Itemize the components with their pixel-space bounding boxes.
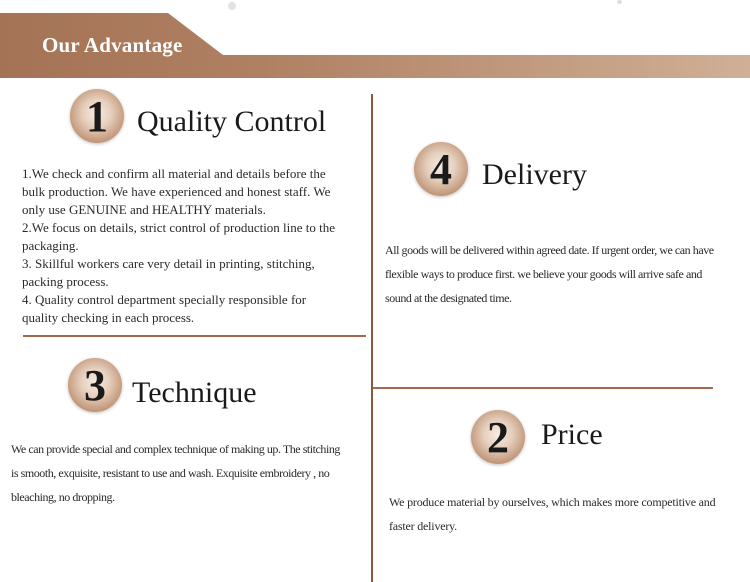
price-description	[389, 490, 715, 538]
quality-line: packing process.	[22, 274, 109, 289]
price-title: Price	[541, 418, 603, 451]
price-line: faster delivery.	[389, 519, 457, 533]
technique-number-badge: 3	[68, 358, 122, 412]
delivery-number-badge: 4	[414, 142, 468, 196]
quality-title: Quality Control	[137, 105, 327, 138]
banner-title: Our Advantage	[42, 33, 183, 57]
delivery-line: sound at the designated time.	[385, 291, 512, 305]
quality-line: packaging.	[22, 238, 79, 253]
delivery-line: flexible ways to produce first. we believe your goods will arrive safe and	[385, 267, 702, 281]
advantage-banner	[0, 13, 750, 78]
right-horizontal-divider	[373, 387, 713, 389]
technique-line: bleaching, no dropping.	[11, 490, 115, 504]
technique-title: Technique	[132, 376, 257, 409]
quality-line: quality checking in each process.	[22, 310, 195, 325]
quality-number-badge: 1	[70, 89, 124, 143]
price-number-badge: 2	[471, 410, 525, 464]
decor-speck	[228, 2, 236, 10]
technique-line: We can provide special and complex technique of making up. The stitching	[11, 442, 340, 456]
quality-line: bulk production. We have experienced and honest staff. We	[22, 184, 331, 199]
technique-line: is smooth, exquisite, resistant to use and wash. Exquisite embroidery , no	[11, 466, 330, 480]
delivery-title: Delivery	[482, 158, 587, 191]
left-horizontal-divider	[23, 335, 366, 337]
technique-description	[11, 437, 340, 509]
quality-line: 2.We focus on details, strict control of production line to the	[22, 220, 336, 235]
decor-speck	[617, 0, 622, 4]
quality-description	[22, 165, 335, 327]
quality-line: 1.We check and confirm all material and details before the	[22, 166, 326, 181]
price-line: We produce material by ourselves, which makes more competitive and	[389, 495, 716, 509]
delivery-line: All goods will be delivered within agreed date. If urgent order, we can have	[385, 243, 714, 257]
quality-line: 3. Skillful workers care very detail in printing, stitching,	[22, 256, 315, 271]
quality-line: 4. Quality control department specially responsible for	[22, 292, 307, 307]
vertical-divider	[371, 94, 373, 582]
quality-line: only use GENUINE and HEALTHY materials.	[22, 202, 266, 217]
delivery-description	[385, 238, 714, 310]
